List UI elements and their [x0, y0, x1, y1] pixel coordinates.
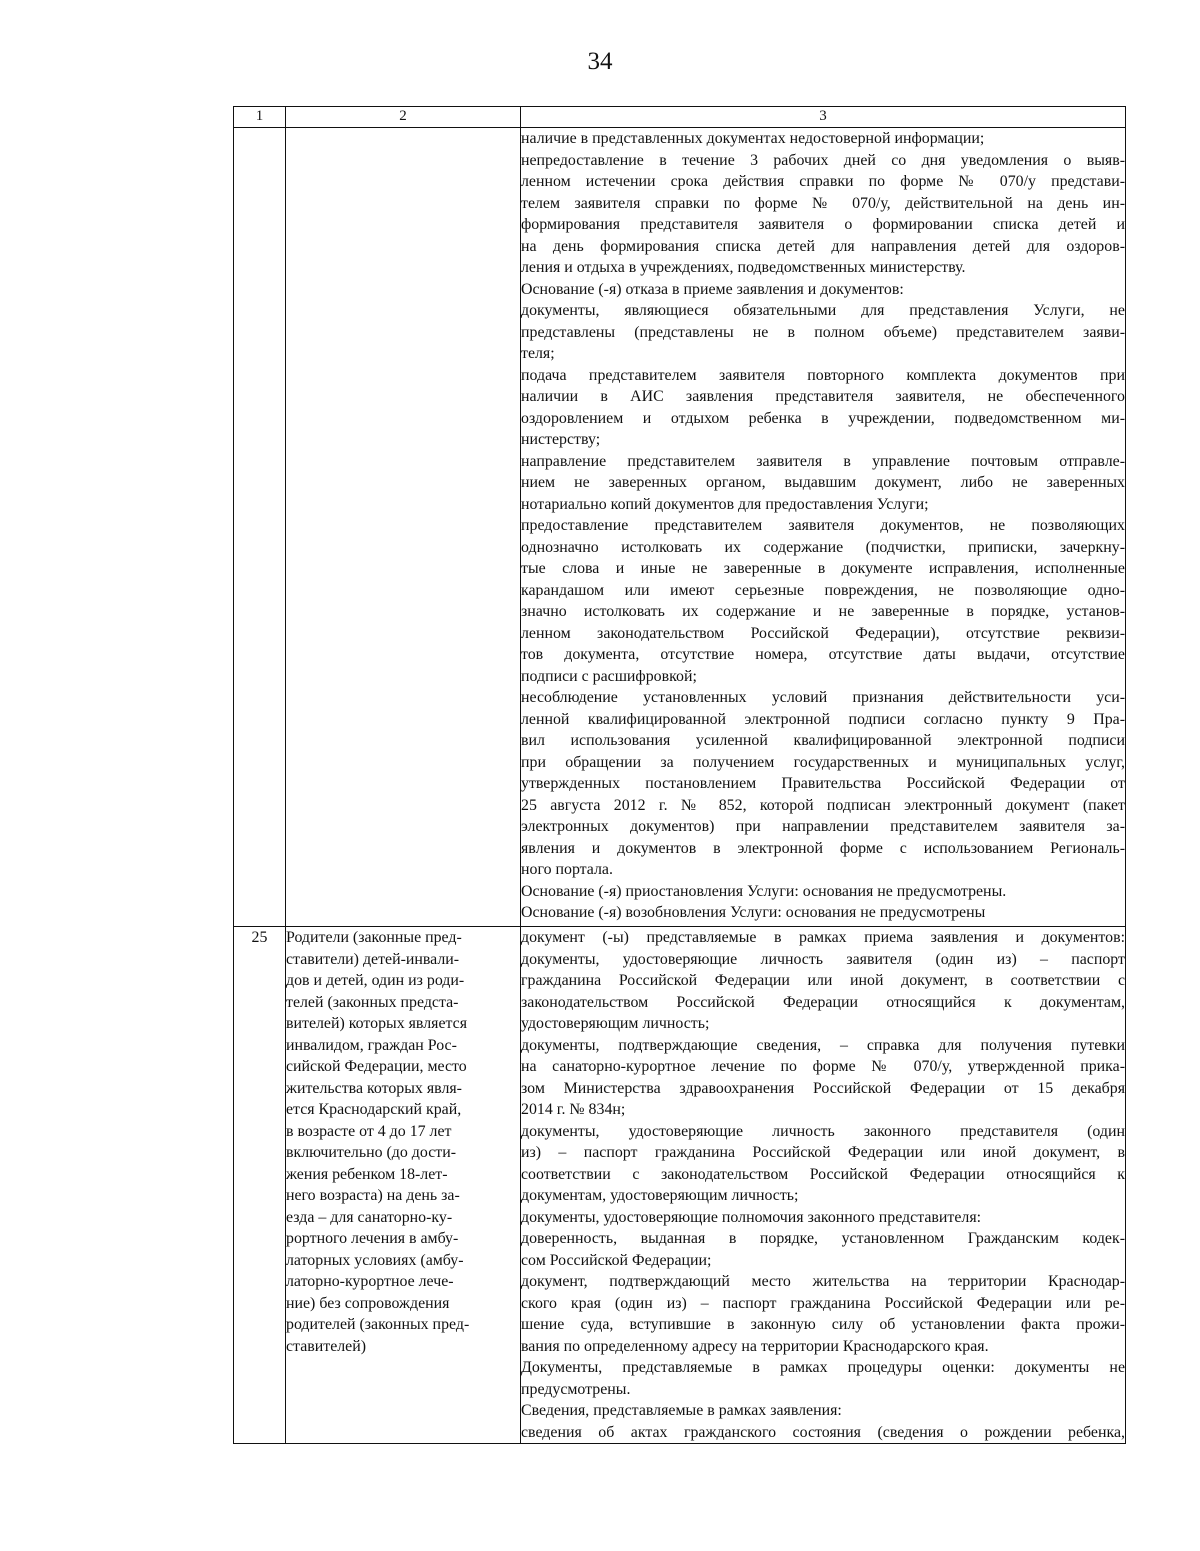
text-line: подача представителем заявителя повторного комплекта документов при: [521, 366, 1125, 384]
row-number: 25: [234, 927, 286, 1444]
text-line: электронных документов) при направлении представителем заявителя за-: [521, 818, 1125, 835]
text-line: документы, подтверждающие сведения, – справка для получения путевки: [521, 1036, 1125, 1054]
text-line: нистерству;: [521, 431, 601, 448]
text-line: дов и детей, один из роди-: [286, 972, 465, 989]
text-line: подписи с расшифровкой;: [521, 667, 697, 685]
text-line: утвержденных постановлением Правительства Российской Федерации от: [521, 775, 1125, 792]
text-line: документы, удостоверяющие личность заявителя (один из) – паспорт: [521, 950, 1125, 968]
text-line: направление представителем заявителя в управление почтовым отправле-: [521, 452, 1125, 470]
text-line: удостоверяющим личность;: [521, 1015, 710, 1032]
text-line: тов документа, отсутствие номера, отсутствие даты выдачи, отсутствие: [521, 646, 1125, 663]
text-line: вания по определенному адресу на территории Краснодарского края.: [521, 1337, 989, 1355]
text-line: телем заявителя справки по форме № 070/у, действительной на день ин-: [521, 194, 1125, 212]
recipient-category-cell: [286, 927, 521, 1444]
text-line: 2014 г. № 834н;: [521, 1101, 626, 1118]
text-line: сийской Федерации, место: [286, 1058, 467, 1075]
text-line: ского края (один из) – паспорт гражданина Российской Федерации или ре-: [521, 1294, 1125, 1312]
text-line: предусмотрены.: [521, 1380, 631, 1398]
text-line: ется Краснодарский край,: [286, 1101, 462, 1118]
text-line: сом Российской Федерации;: [521, 1251, 712, 1269]
text-line: в возрасте от 4 до 17 лет: [286, 1122, 452, 1140]
text-line: жительства которых явля-: [286, 1079, 462, 1097]
text-line: однозначно истолковать их содержание (подчистки, приписки, зачеркну-: [521, 538, 1125, 556]
text-line: оздоровлением и отдыхом ребенка в учреждении, подведомственном ми-: [521, 409, 1125, 427]
text-line: него возраста) на день за-: [286, 1187, 460, 1204]
recipient-category-cell: [286, 128, 521, 927]
text-line: документы, являющиеся обязательными для представления Услуги, не: [521, 302, 1125, 319]
text-line: документам, удостоверяющим личность;: [521, 1187, 799, 1204]
text-line: соответствии с законодательством Российской Федерации относящийся к: [521, 1165, 1125, 1183]
text-line: из) – паспорт гражданина Российской Федерации или иной документ, в: [521, 1144, 1125, 1161]
text-line: тые слова и иные не заверенные в документе исправления, исполненные: [521, 560, 1125, 577]
table-row: [234, 128, 1126, 927]
text-line: шение суда, вступившие в законную силу об установлении факта прожи-: [521, 1316, 1125, 1333]
text-line: непредоставление в течение 3 рабочих дней со дня уведомления о выяв-: [521, 151, 1125, 169]
text-line: Основание (-я) приостановления Услуги: основания не предусмотрены.: [521, 882, 1007, 900]
text-line: сведения об актах гражданского состояния (сведения о рождении ребенка,: [521, 1423, 1125, 1441]
text-line: доверенность, выданная в порядке, установленном Гражданским кодек-: [521, 1230, 1125, 1247]
text-line: несоблюдение установленных условий признания действительности уси-: [521, 689, 1125, 706]
text-line: включительно (до дости-: [286, 1144, 457, 1161]
text-line: на день формирования списка детей для направления детей для оздоров-: [521, 237, 1125, 255]
text-line: документы, удостоверяющие полномочия законного представителя:: [521, 1208, 982, 1226]
text-line: инвалидом, граждан Рос-: [286, 1036, 457, 1054]
header-col-3: 3: [521, 107, 1126, 128]
text-line: ставители) детей-инвали-: [286, 950, 460, 968]
header-col-1: 1: [234, 107, 286, 128]
text-line: документ, подтверждающий место жительства на территории Краснодар-: [521, 1273, 1125, 1290]
text-line: ние) без сопровождения: [286, 1294, 450, 1312]
text-line: гражданина Российской Федерации или иной документ, в соответствии с: [521, 972, 1125, 989]
text-line: латорных условиях (амбу-: [286, 1251, 464, 1269]
services-table: [233, 106, 1126, 1444]
text-line: Родители (законные пред-: [286, 929, 462, 946]
text-line: карандашом или имеют серьезные повреждения, не позволяющие одно-: [521, 581, 1125, 599]
text-line: зом Министерства здравоохранения Российской Федерации от 15 декабря: [521, 1079, 1125, 1097]
text-line: ленном истечении срока действия справки по форме № 070/у представи-: [521, 173, 1125, 190]
text-line: телей (законных предста-: [286, 993, 459, 1011]
text-line: представлены (представлены не в полном объеме) представителем заяви-: [521, 323, 1125, 341]
text-line: Документы, представляемые в рамках процедуры оценки: документы не: [521, 1359, 1125, 1376]
text-line: рортного лечения в амбу-: [286, 1230, 459, 1247]
text-line: значно истолковать их содержание и не заверенные в порядке, установ-: [521, 603, 1125, 620]
text-line: 25 августа 2012 г. № 852, которой подписан электронный документ (пакет: [521, 796, 1125, 814]
text-line: Основание (-я) возобновления Услуги: основания не предусмотрены: [521, 904, 986, 921]
text-line: езда – для санаторно-ку-: [286, 1208, 453, 1226]
text-line: наличии в АИС заявления представителя заявителя, не обеспеченного: [521, 388, 1125, 405]
text-line: документы, удостоверяющие личность законного представителя (один: [521, 1122, 1125, 1140]
text-line: латорно-курортное лече-: [286, 1273, 454, 1290]
text-line: вителей) которых является: [286, 1015, 468, 1032]
text-line: вил использования усиленной квалифицированной электронной подписи: [521, 732, 1125, 749]
documents-cell: [521, 927, 1126, 1444]
text-line: на санаторно-курортное лечение по форме № 070/у, утвержденной прика-: [521, 1058, 1125, 1075]
text-line: ставителей): [286, 1337, 367, 1355]
text-line: родителей (законных пред-: [286, 1316, 470, 1333]
text-line: ленном законодательством Российской Федерации), отсутствие реквизи-: [521, 624, 1125, 642]
text-line: ления и отдыха в учреждениях, подведомственных министерству.: [521, 259, 966, 276]
text-line: формирования представителя заявителя о формировании списка детей и: [521, 216, 1125, 233]
header-row: [234, 107, 1126, 128]
text-line: теля;: [521, 345, 555, 362]
text-line: нотариально копий документов для предоставления Услуги;: [521, 495, 929, 513]
text-line: жения ребенком 18-лет-: [286, 1165, 448, 1183]
text-line: законодательством Российской Федерации относящийся к документам,: [521, 993, 1125, 1011]
header-col-2: 2: [286, 107, 521, 128]
table-row: [234, 927, 1126, 1444]
text-line: предоставление представителем заявителя документов, не позволяющих: [521, 517, 1125, 534]
text-line: ного портала.: [521, 861, 613, 878]
text-line: нием не заверенных органом, выдавшим документ, либо не заверенных: [521, 474, 1125, 491]
page-number: 34: [587, 48, 613, 75]
text-line: Основание (-я) отказа в приеме заявления и документов:: [521, 280, 904, 298]
text-line: документ (-ы) представляемые в рамках приема заявления и документов:: [521, 929, 1125, 946]
row-number: [234, 128, 286, 927]
text-line: наличие в представленных документах недостоверной информации;: [521, 130, 985, 147]
documents-cell: [521, 128, 1126, 927]
text-line: явления и документов в электронной форме с использованием Региональ-: [521, 839, 1125, 857]
text-line: ленной квалифицированной электронной подписи согласно пункту 9 Пра-: [521, 710, 1125, 728]
text-line: при обращении за получением государственных и муниципальных услуг,: [521, 753, 1125, 771]
text-line: Сведения, представляемые в рамках заявления:: [521, 1402, 842, 1419]
